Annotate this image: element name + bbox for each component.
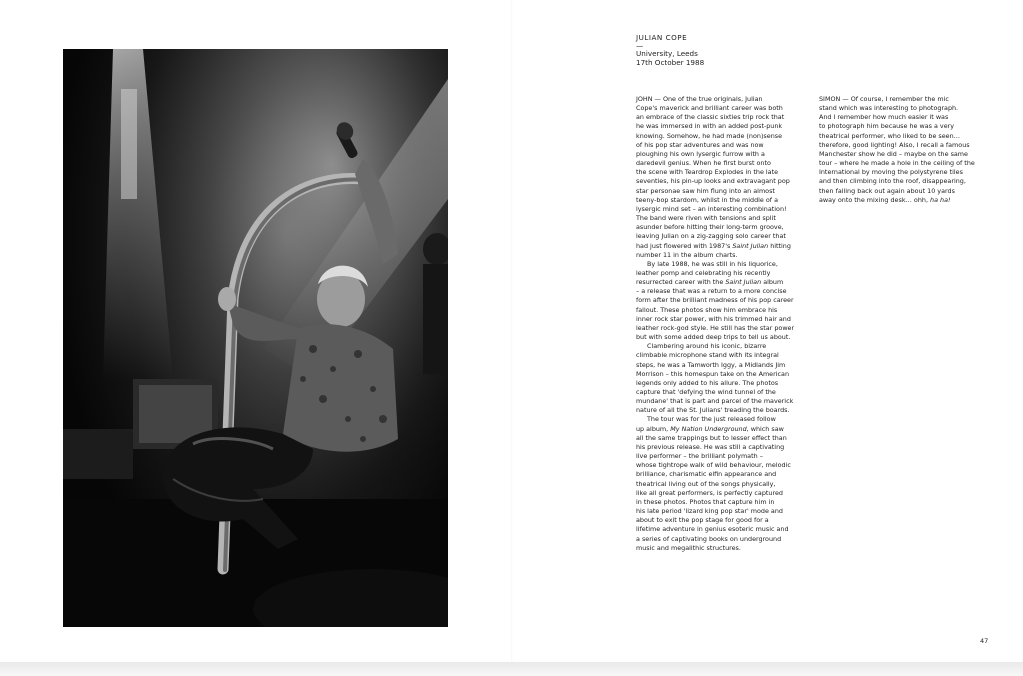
text-fragment: away onto the mixing desk… ohh, (819, 195, 928, 204)
text-line: music and megalithic structures. (636, 543, 741, 552)
text-fragment: had just flowered with 1987's (636, 241, 731, 250)
text-fragment: album (763, 278, 784, 287)
text-line: Morrison – this homespun take on the American (636, 369, 789, 378)
text-line: leather pomp and celebrating his recently (636, 268, 771, 277)
text-line: – a release that was a return to a more concise (636, 287, 787, 296)
text-line: SIMON — Of course, I remember the mic (819, 95, 949, 103)
text-line: daredevil genius. When he first burst onto (636, 159, 771, 168)
left-text-column (636, 95, 808, 553)
text-line: Manchester show he did – maybe on the same (819, 149, 968, 158)
text-line: knowing. Somehow, he had made (non)sense (636, 131, 783, 140)
text-line: of his pop star adventures and was now (636, 140, 764, 149)
text-line: number 11 in the album charts. (636, 250, 738, 259)
text-line: leaving Julian on a zig-zagging solo career that (636, 232, 786, 241)
header-dash: — (636, 41, 644, 50)
right-text-column (819, 95, 991, 205)
text-line: the scene with Teardrop Explodes in the late (636, 168, 779, 177)
text-line: climbable microphone stand with its integral (636, 351, 779, 360)
text-line: leather rock-god style. He still has the star power (636, 323, 795, 332)
text-line: legends only added to his allure. The photos (636, 378, 779, 387)
text-line: brilliance, charismatic elfin appearance and (636, 470, 777, 479)
text-line: then falling back out again about 10 yards (819, 186, 955, 195)
text-fragment: up album, (636, 424, 669, 433)
text-line: like all great performers, is perfectly captured (636, 488, 783, 497)
text-line: form after the brilliant madness of his pop career (636, 296, 794, 305)
page-number: 47 (980, 637, 989, 645)
text-line (819, 196, 991, 205)
text-line: asunder before hitting their long-term groove, (636, 223, 784, 232)
text-line: star personae saw him flung into an almost (636, 186, 775, 195)
artist-name: JULIAN COPE (636, 33, 688, 42)
text-line: but with some added deep trips to tell us about. (636, 333, 791, 342)
concert-photo-artwork (63, 49, 448, 627)
text-line: a series of captivating books on underground (636, 534, 782, 543)
text-fragment: hitting (770, 241, 791, 250)
text-line: ploughing his own lysergic furrow with a (636, 149, 765, 158)
text-line: theatrical living out of the songs physically, (636, 479, 776, 488)
text-line: an embrace of the classic sixties trip rock that (636, 113, 785, 122)
text-line (636, 242, 808, 251)
text-line: By late 1988, he was still in his liquorice, (647, 259, 778, 268)
text-line: mundane' that is part and parcel of the maverick (636, 397, 794, 406)
venue: University, Leeds (636, 49, 698, 58)
text-line: live performer – the brilliant polymath – (636, 452, 763, 461)
text-line: And I remember how much easier it was (819, 113, 949, 122)
text-line: nature of all the St. Julians' treading the boards. (636, 406, 790, 415)
album-title: Saint Julian (725, 278, 762, 287)
text-fragment: resurrected career with the (636, 278, 724, 287)
text-line: his late period 'lizard king pop star' mode and (636, 507, 783, 516)
text-line: therefore, good lighting! Also, I recall a famous (819, 140, 970, 149)
text-line: lysergic mind set – an interesting combination! (636, 204, 787, 213)
album-title: Saint Julian (732, 241, 769, 250)
text-line: about to exit the pop stage for good for a (636, 516, 769, 525)
text-line: and then climbing into the roof, disappearing, (819, 177, 966, 186)
text-line: Cope's maverick and brilliant career was both (636, 104, 783, 113)
text-line: tour – where he made a hole in the ceiling of the (819, 159, 975, 168)
text-line: teeny-bop stardom, whilst in the middle of a (636, 195, 779, 204)
text-line: in these photos. Photos that capture him in (636, 497, 775, 506)
text-line: whose tightrope walk of wild behaviour, melodic (636, 461, 791, 470)
page-bottom-shadow (0, 662, 1023, 676)
text-line: theatrical performer, who liked to be seen… (819, 131, 961, 140)
text-line: to photograph him because he was a very (819, 122, 955, 131)
laugh-text: ha ha! (930, 195, 951, 204)
text-line: lifetime adventure in genius esoteric music and (636, 525, 789, 534)
text-line: inner rock star power, with his trimmed hair and (636, 314, 791, 323)
text-line (636, 425, 808, 434)
text-line: he was immersed in with an added post-punk (636, 122, 783, 131)
text-line: seventies, his pin-up looks and extravagant pop (636, 177, 790, 186)
text-line: Clambering around his iconic, bizarre (647, 342, 767, 351)
text-line: all the same trappings but to lesser effect than (636, 433, 787, 442)
text-line: fallout. These photos show him embrace his (636, 305, 778, 314)
article-header (636, 33, 836, 68)
date: 17th October 1988 (636, 58, 705, 68)
text-line: his previous release. He was still a captivating (636, 442, 785, 451)
album-title: My Nation Underground (670, 424, 747, 433)
text-line: steps, he was a Tamworth Iggy, a Midlands Jim (636, 360, 786, 369)
text-line (636, 278, 808, 287)
text-line: stand which was interesting to photograph. (819, 104, 959, 113)
concert-photo (63, 49, 448, 627)
text-line: The band were riven with tensions and split (636, 214, 776, 223)
text-line: JOHN — One of the true originals, Julian (636, 95, 763, 103)
text-fragment: , which saw (746, 424, 784, 433)
gutter-shadow (511, 0, 513, 662)
text-line: The tour was for the just released follow (647, 415, 776, 424)
text-line: International by moving the polystyrene tiles (819, 168, 963, 177)
text-line: capture that 'defying the wind tunnel of the (636, 388, 776, 396)
